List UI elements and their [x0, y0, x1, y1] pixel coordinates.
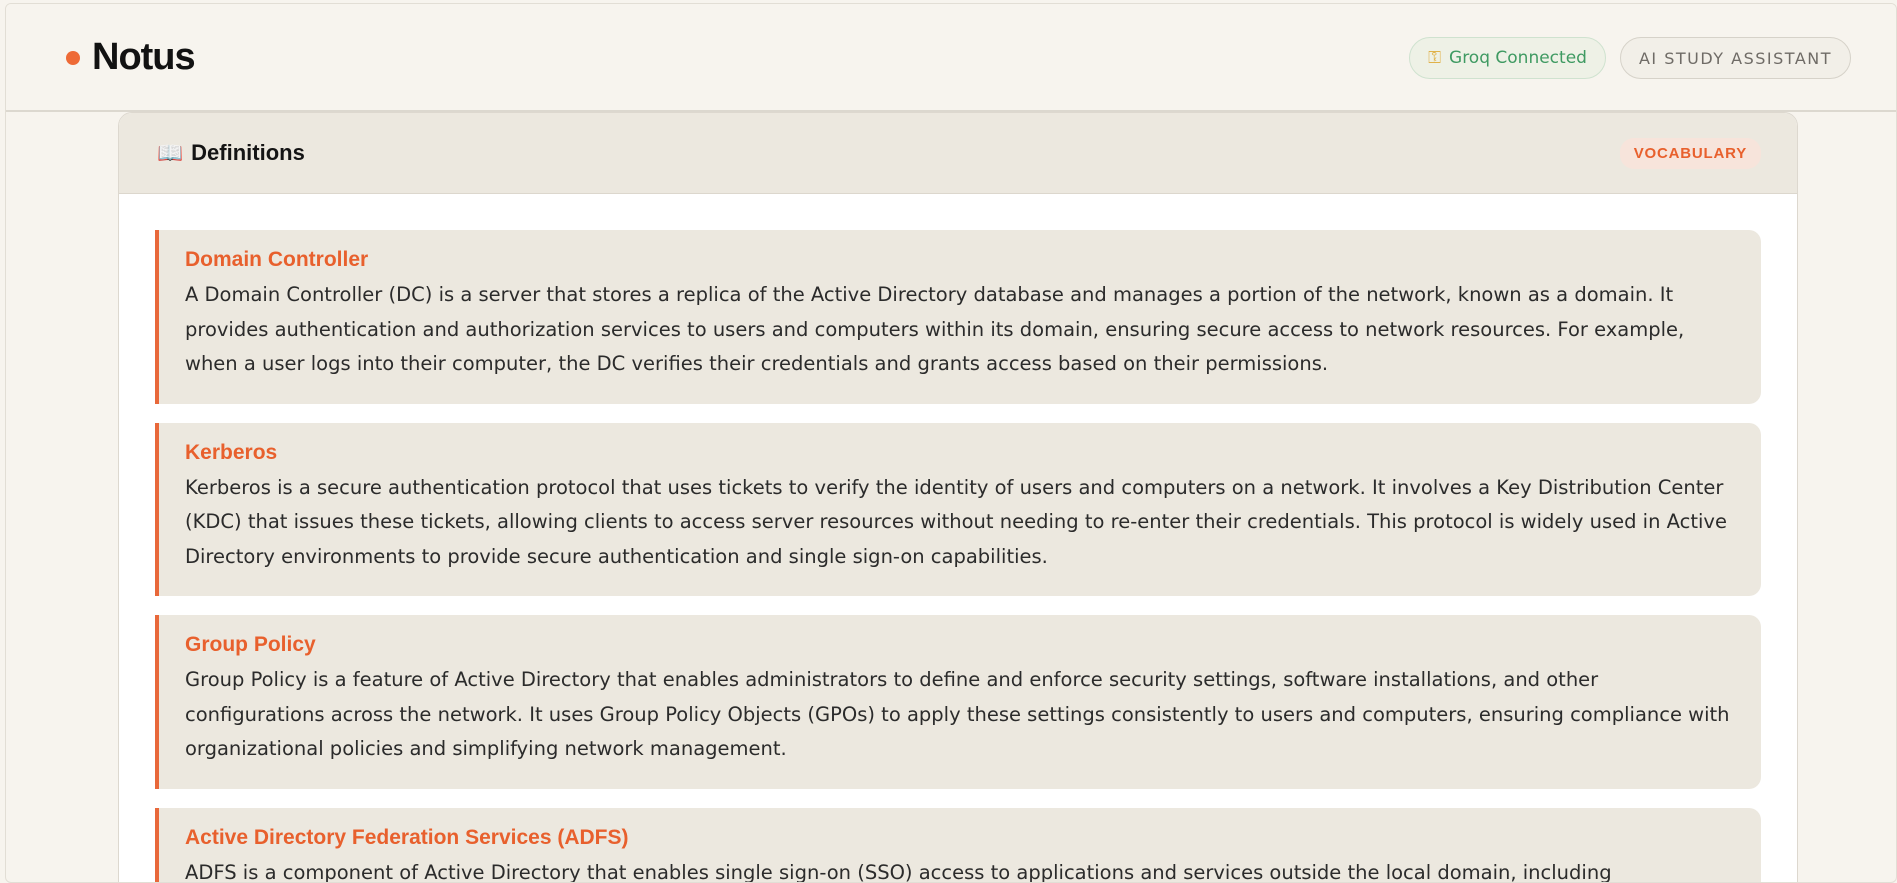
- definitions-card-header: [119, 113, 1797, 194]
- definition-text: A Domain Controller (DC) is a server that stores a replica of the Active Directory database and manages a portion of the network, known as a domain. It provides authentication and authorization services to users and computers within its domain, ensuring secure access to network resources. For example, when a user logs into their computer, the DC verifies their credentials and grants access based on their permissions.: [185, 283, 1685, 375]
- groq-status-badge[interactable]: [1409, 37, 1606, 79]
- definition-item: [155, 615, 1761, 789]
- app-logo[interactable]: [66, 36, 195, 79]
- groq-status-label: Groq Connected: [1449, 48, 1587, 68]
- app-window: [5, 3, 1897, 883]
- assistant-label: AI STUDY ASSISTANT: [1638, 48, 1832, 68]
- header-status-group: [1409, 37, 1851, 79]
- definition-item: [155, 808, 1761, 883]
- app-name: Notus: [92, 36, 195, 78]
- key-icon: ⚿: [1428, 48, 1442, 68]
- definitions-card: [118, 112, 1798, 883]
- definition-item: [155, 230, 1761, 404]
- definition-text: ADFS is a component of Active Directory that enables single sign-on (SSO) access to applications and services outside the local domain, including: [185, 860, 1612, 883]
- definition-term: Active Directory Federation Services (ADFS): [185, 825, 629, 849]
- card-title: [157, 140, 305, 166]
- definition-term: Group Policy: [185, 633, 316, 656]
- definitions-list: [119, 194, 1797, 883]
- book-icon: 📖: [157, 140, 184, 165]
- definition-term: Domain Controller: [185, 248, 369, 271]
- definition-text: Group Policy is a feature of Active Directory that enables administrators to define and enforce security settings, software installations, and other configurations across the network. It uses Group Policy Objects (GPOs) to apply these settings consistently to users and computers, ensuring compliance with organizational policies and simplifying network management.: [185, 668, 1730, 760]
- definition-item: [155, 423, 1761, 597]
- vocabulary-badge: VOCABULARY: [1620, 138, 1761, 169]
- ai-study-assistant-badge[interactable]: [1620, 37, 1851, 79]
- definition-term: Kerberos: [185, 440, 278, 464]
- definition-text: Kerberos is a secure authentication protocol that uses tickets to verify the identity of users and computers on a network. It involves a Key Distribution Center (KDC) that issues these tickets, allowing clients to access server resources without needing to re-enter their credentials. This protocol is widely used in Active Directory environments to provide secure authentication and single sign-on capabilities.: [185, 475, 1727, 568]
- logo-dot-icon: [66, 51, 80, 65]
- top-bar: [6, 4, 1896, 112]
- card-title-text: Definitions: [191, 140, 305, 165]
